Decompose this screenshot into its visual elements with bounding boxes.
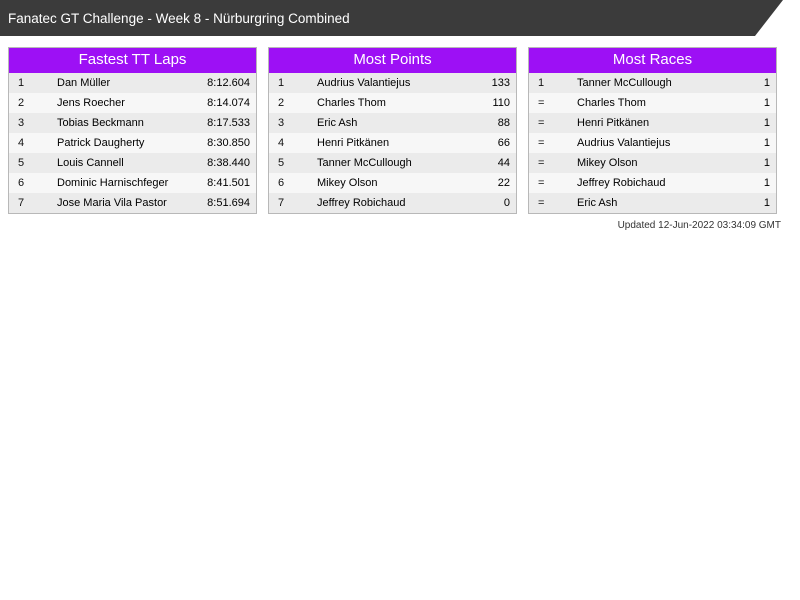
title-bar <box>0 0 800 36</box>
row-driver-name: Audrius Valantiejus <box>314 73 476 93</box>
row-driver-name: Jens Roecher <box>54 93 198 113</box>
row-position: 2 <box>269 93 314 113</box>
row-driver-name: Jeffrey Robichaud <box>574 173 736 193</box>
table-row[interactable] <box>269 193 516 213</box>
row-driver-name: Henri Pitkänen <box>574 113 736 133</box>
row-driver-name: Tanner McCullough <box>574 73 736 93</box>
table-row[interactable] <box>529 193 776 213</box>
row-value: 1 <box>736 113 776 133</box>
row-driver-name: Mikey Olson <box>574 153 736 173</box>
row-position: 4 <box>9 133 54 153</box>
row-driver-name: Charles Thom <box>574 93 736 113</box>
row-value: 1 <box>736 133 776 153</box>
panel-title: Fastest TT Laps <box>9 48 256 73</box>
row-value: 110 <box>476 93 516 113</box>
row-value: 1 <box>736 173 776 193</box>
row-position: = <box>529 153 574 173</box>
row-driver-name: Tanner McCullough <box>314 153 476 173</box>
table-row[interactable] <box>269 73 516 93</box>
row-driver-name: Tobias Beckmann <box>54 113 198 133</box>
row-position: 1 <box>269 73 314 93</box>
row-driver-name: Louis Cannell <box>54 153 198 173</box>
row-position: 3 <box>9 113 54 133</box>
leaderboard-panels <box>0 36 800 214</box>
row-driver-name: Eric Ash <box>314 113 476 133</box>
table-row[interactable] <box>9 133 256 153</box>
table-row[interactable] <box>529 93 776 113</box>
table-row[interactable] <box>529 173 776 193</box>
panel-fastest-tt-laps <box>8 47 257 214</box>
row-position: 2 <box>9 93 54 113</box>
row-position: = <box>529 113 574 133</box>
row-position: 3 <box>269 113 314 133</box>
row-value: 8:17.533 <box>198 113 256 133</box>
row-position: 4 <box>269 133 314 153</box>
table-row[interactable] <box>269 93 516 113</box>
row-driver-name: Dan Müller <box>54 73 198 93</box>
row-value: 133 <box>476 73 516 93</box>
row-position: 1 <box>9 73 54 93</box>
updated-timestamp: Updated 12-Jun-2022 03:34:09 GMT <box>617 220 781 231</box>
table-row[interactable] <box>529 133 776 153</box>
row-driver-name: Jose Maria Vila Pastor <box>54 193 198 213</box>
table-row[interactable] <box>529 113 776 133</box>
panel-most-points <box>268 47 517 214</box>
row-position: 6 <box>9 173 54 193</box>
table-row[interactable] <box>9 193 256 213</box>
row-position: 7 <box>269 193 314 213</box>
table-row[interactable] <box>9 113 256 133</box>
row-value: 8:14.074 <box>198 93 256 113</box>
panel-most-races <box>528 47 777 214</box>
row-position: 7 <box>9 193 54 213</box>
row-position: 1 <box>529 73 574 93</box>
row-value: 88 <box>476 113 516 133</box>
row-position: 5 <box>9 153 54 173</box>
table-row[interactable] <box>9 173 256 193</box>
row-position: = <box>529 193 574 213</box>
row-position: = <box>529 173 574 193</box>
table-row[interactable] <box>269 153 516 173</box>
row-position: 5 <box>269 153 314 173</box>
row-position: = <box>529 93 574 113</box>
row-driver-name: Eric Ash <box>574 193 736 213</box>
panel-title: Most Races <box>529 48 776 73</box>
row-value: 1 <box>736 73 776 93</box>
row-value: 66 <box>476 133 516 153</box>
row-position: = <box>529 133 574 153</box>
table-row[interactable] <box>269 173 516 193</box>
row-value: 8:51.694 <box>198 193 256 213</box>
table-row[interactable] <box>9 93 256 113</box>
row-value: 8:41.501 <box>198 173 256 193</box>
table-row[interactable] <box>9 153 256 173</box>
row-driver-name: Audrius Valantiejus <box>574 133 736 153</box>
row-value: 22 <box>476 173 516 193</box>
row-driver-name: Henri Pitkänen <box>314 133 476 153</box>
row-driver-name: Mikey Olson <box>314 173 476 193</box>
table-row[interactable] <box>529 153 776 173</box>
row-value: 44 <box>476 153 516 173</box>
row-driver-name: Charles Thom <box>314 93 476 113</box>
row-value: 0 <box>476 193 516 213</box>
row-driver-name: Patrick Daugherty <box>54 133 198 153</box>
table-row[interactable] <box>269 133 516 153</box>
fastest-tt-laps-table <box>9 73 256 213</box>
panel-title: Most Points <box>269 48 516 73</box>
row-value: 8:30.850 <box>198 133 256 153</box>
row-value: 1 <box>736 93 776 113</box>
row-value: 1 <box>736 153 776 173</box>
table-row[interactable] <box>269 113 516 133</box>
title-bar-corner-decoration <box>755 0 783 36</box>
row-value: 8:12.604 <box>198 73 256 93</box>
most-races-table <box>529 73 776 213</box>
table-row[interactable] <box>529 73 776 93</box>
row-position: 6 <box>269 173 314 193</box>
title-bar-background <box>0 0 755 36</box>
row-value: 8:38.440 <box>198 153 256 173</box>
table-row[interactable] <box>9 73 256 93</box>
most-points-table <box>269 73 516 213</box>
row-driver-name: Jeffrey Robichaud <box>314 193 476 213</box>
row-driver-name: Dominic Harnischfeger <box>54 173 198 193</box>
row-value: 1 <box>736 193 776 213</box>
page-title: Fanatec GT Challenge - Week 8 - Nürburgring Combined <box>8 10 350 26</box>
